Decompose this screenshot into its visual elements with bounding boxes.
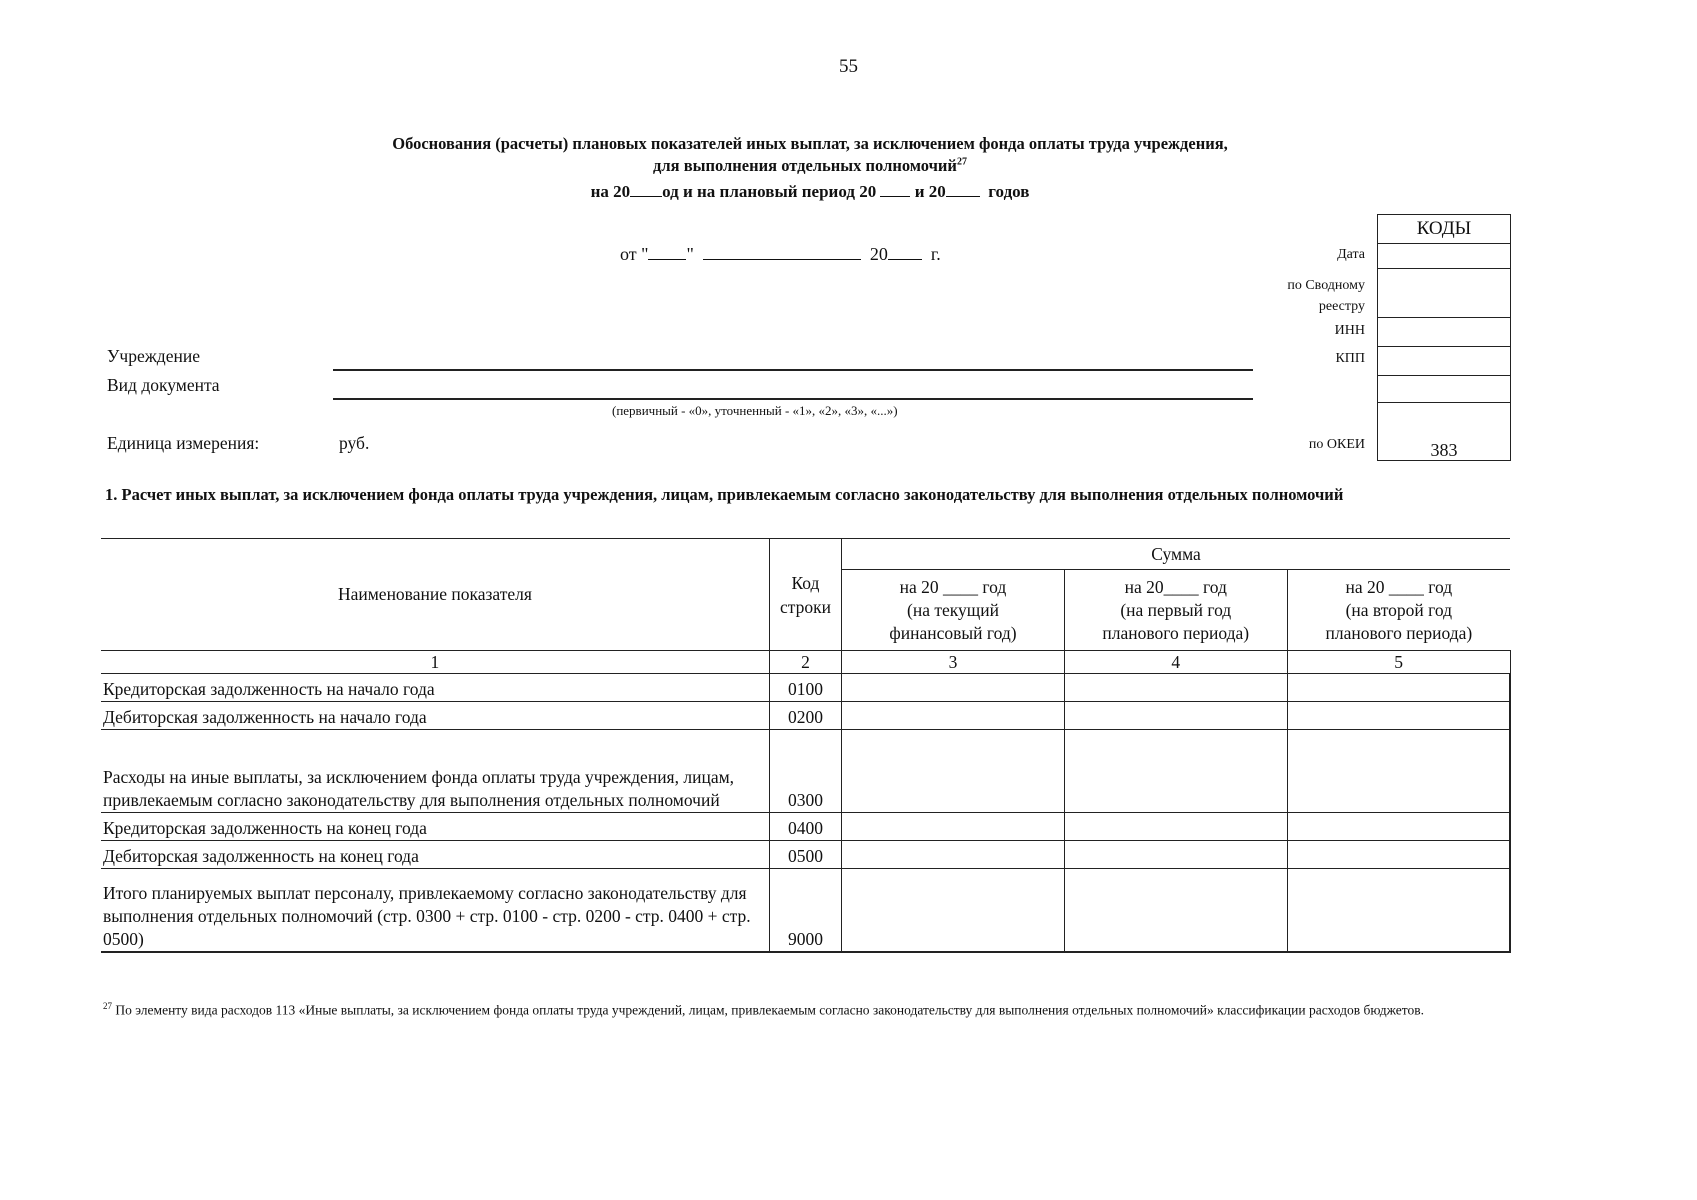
row-value-cell[interactable]	[842, 730, 1065, 813]
institution-input-line[interactable]	[333, 369, 1253, 371]
footnote-ref: 27	[956, 156, 967, 168]
doc-type-hint: (первичный - «0», уточненный - «1», «2», «3», «...»)	[612, 403, 898, 418]
table-row	[101, 730, 1510, 813]
row-value-cell[interactable]	[1064, 813, 1287, 841]
row-code: 0200	[769, 702, 841, 730]
row-code: 9000	[769, 869, 841, 953]
unit-value: руб.	[339, 433, 370, 453]
unit-label: Единица измерения:	[107, 433, 260, 453]
row-value-cell[interactable]	[1287, 869, 1510, 953]
table-row	[101, 869, 1510, 953]
date-from: от "	[620, 244, 649, 264]
year-blank-second[interactable]	[946, 182, 980, 197]
row-code: 0400	[769, 813, 841, 841]
row-name: Расходы на иные выплаты, за исключением фонда оплаты труда учреждения, лицам, привлекаемым согласно законодательству для выполнения отдельных полномочий	[101, 730, 769, 813]
row-value-cell[interactable]	[1287, 702, 1510, 730]
codes-box	[1377, 214, 1511, 461]
row-code: 0100	[769, 674, 841, 702]
row-value-cell[interactable]	[1287, 841, 1510, 869]
table-row	[101, 702, 1510, 730]
col-number-5: 5	[1287, 651, 1510, 674]
table-row	[101, 841, 1510, 869]
sum-second-l2: (на второй год	[1345, 599, 1453, 620]
col-number-3: 3	[842, 651, 1065, 674]
row-value-cell[interactable]	[842, 702, 1065, 730]
footnote	[103, 995, 1523, 1022]
codes-header: КОДЫ	[1378, 215, 1511, 244]
page-number: 55	[839, 56, 858, 77]
row-name: Дебиторская задолженность на конец года	[101, 841, 769, 869]
col-number-1: 1	[101, 651, 769, 674]
row-value-cell[interactable]	[1064, 702, 1287, 730]
title-year-prefix: на 20	[590, 182, 631, 201]
title-plan-period: од и на плановый период 20	[662, 182, 877, 201]
header-sum: Сумма	[842, 539, 1510, 570]
title-years-word: годов	[988, 182, 1030, 201]
header-name: Наименование показателя	[101, 539, 769, 651]
col-number-2: 2	[769, 651, 841, 674]
table-row	[101, 813, 1510, 841]
date-line	[620, 244, 941, 265]
code-inn-cell[interactable]	[1378, 318, 1511, 347]
calculation-table	[101, 538, 1511, 953]
document-title-line1: Обоснования (расчеты) плановых показателей иных выплат, за исключением фонда оплаты труда учреждения,	[392, 134, 1228, 153]
label-okei: по ОКЕИ	[1308, 437, 1365, 452]
date-year-prefix: 20	[869, 244, 888, 264]
document-title-line2	[200, 156, 1420, 176]
sum-first-l2: (на первый год	[1120, 599, 1232, 620]
row-value-cell[interactable]	[1287, 813, 1510, 841]
institution-label: Учреждение	[107, 346, 200, 366]
sum-second-l3: планового периода)	[1325, 622, 1473, 643]
sum-current-l1: на 20 ____ год	[899, 576, 1007, 597]
row-code: 0500	[769, 841, 841, 869]
label-registry: по Сводному реестру	[1287, 278, 1365, 314]
code-registry-cell[interactable]	[1378, 269, 1511, 318]
label-date: Дата	[1337, 247, 1365, 262]
code-doctype-cell[interactable]	[1378, 376, 1511, 403]
section-title: 1. Расчет иных выплат, за исключением фонда оплаты труда учреждения, лицам, привлекаемым согласно законодательству для выполнения отдельных полномочий	[105, 485, 1344, 504]
col-number-4: 4	[1064, 651, 1287, 674]
day-blank[interactable]	[648, 245, 686, 260]
header-sum-current	[842, 570, 1065, 651]
label-inn: ИНН	[1334, 323, 1365, 338]
date-close-quote: "	[686, 244, 694, 264]
sum-first-l1: на 20____ год	[1124, 576, 1227, 597]
row-value-cell[interactable]	[842, 869, 1065, 953]
title-line2-text: для выполнения отдельных полномочий	[653, 156, 957, 175]
sum-first-l3: планового периода)	[1102, 622, 1250, 643]
row-value-cell[interactable]	[1287, 674, 1510, 702]
row-value-cell[interactable]	[1064, 674, 1287, 702]
row-code: 0300	[769, 730, 841, 813]
table-row	[101, 674, 1510, 702]
label-kpp: КПП	[1335, 351, 1365, 366]
code-kpp-cell[interactable]	[1378, 347, 1511, 376]
row-value-cell[interactable]	[842, 813, 1065, 841]
footnote-number: 27	[103, 1001, 112, 1011]
row-name: Кредиторская задолженность на начало года	[101, 674, 769, 702]
row-name: Итого планируемых выплат персоналу, привлекаемому согласно законодательству для выполнения отдельных полномочий (стр. 0300 + стр. 0100 - стр. 0200 - стр. 0400 + стр. 0500)	[101, 869, 769, 953]
header-code: Код строки	[769, 539, 841, 651]
sum-second-l1: на 20 ____ год	[1345, 576, 1453, 597]
row-name: Дебиторская задолженность на начало года	[101, 702, 769, 730]
row-value-cell[interactable]	[842, 841, 1065, 869]
year-blank-first[interactable]	[880, 182, 910, 197]
header-sum-first	[1064, 570, 1287, 651]
sum-current-l2: (на текущий	[907, 599, 999, 620]
document-title-line3	[200, 182, 1420, 202]
month-blank[interactable]	[703, 245, 861, 260]
doc-type-input-line[interactable]	[333, 398, 1253, 400]
year-blank-current[interactable]	[630, 182, 662, 197]
row-value-cell[interactable]	[842, 674, 1065, 702]
code-date-cell[interactable]	[1378, 244, 1511, 269]
row-value-cell[interactable]	[1064, 730, 1287, 813]
doc-type-label: Вид документа	[107, 375, 220, 395]
date-year-blank[interactable]	[888, 245, 922, 260]
code-okei-cell[interactable]: 383	[1378, 403, 1511, 461]
title-and: и 20	[914, 182, 946, 201]
footnote-text: По элементу вида расходов 113 «Иные выплаты, за исключением фонда оплаты труда учреждений, лицам, привлекаемым согласно законодательству для выполнения отдельных полномочий» классификации расходов бюджетов.	[115, 1002, 1425, 1018]
header-sum-second	[1287, 570, 1510, 651]
row-value-cell[interactable]	[1064, 841, 1287, 869]
row-name: Кредиторская задолженность на конец года	[101, 813, 769, 841]
row-value-cell[interactable]	[1064, 869, 1287, 953]
date-g: г.	[930, 244, 941, 264]
row-value-cell[interactable]	[1287, 730, 1510, 813]
sum-current-l3: финансовый год)	[889, 622, 1017, 643]
